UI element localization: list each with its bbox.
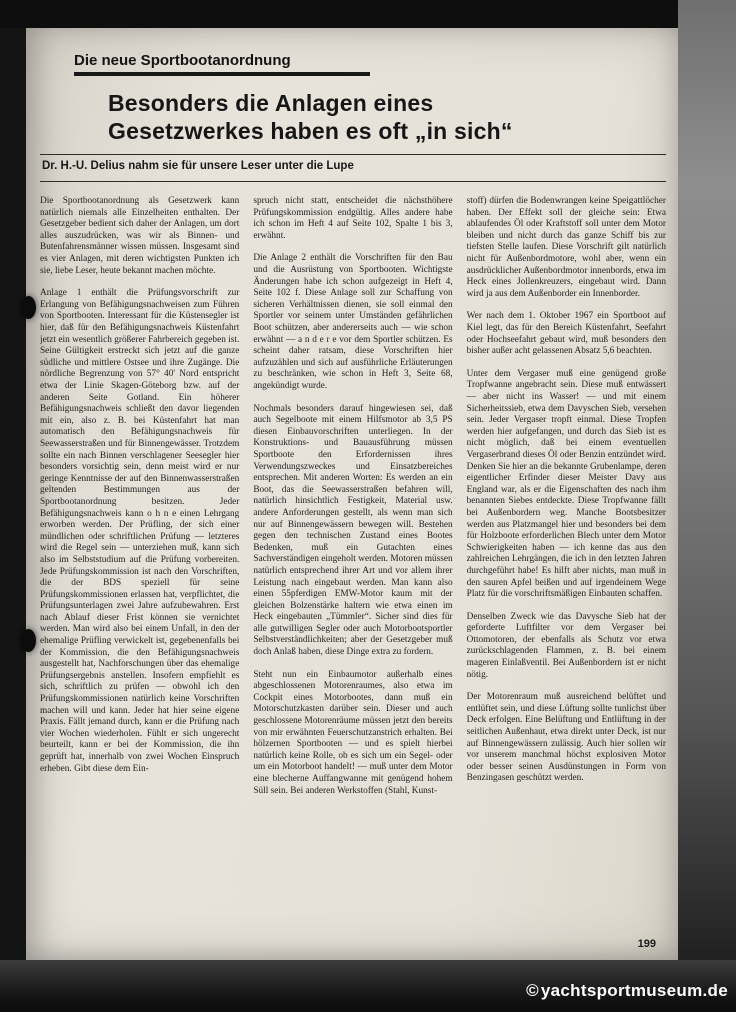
- binding-hole-bottom: [21, 629, 36, 652]
- watermark-text: yachtsportmuseum.de: [540, 981, 728, 1000]
- paragraph: Unter dem Vergaser muß eine genügend große Tropfwanne angebracht sein. Diese muß entwässert — aber nicht ins Wasser! — und mit einem Sicherheitssieb, etwa dem Davyschen Sieb, versehen sein. Jeder Vergaser tropft einmal. Diese Tropfen werden hier aufgefangen, und durch das Sieb ist es nicht möglich, daß bei einem eventuellen Vergaserbrand dieses Öl oder Benzin entzündet wird. Denken Sie hier an die bekannte Grubenlampe, deren eigentlicher Erfinder dieser Meister Davy aus England war, als er die Eigenschaften des nach ihm benannten Siebes entdeckte. Diese Tropfwanne fällt bei Außenbordern weg. Manche Bootsbesitzer werden aus Platzmangel hier und besonders bei dem für Holzboote erforderlichen Blech unter dem Motor Schwierigkeiten haben — ich kenne das aus den zahlreichen Lehrgängen, die ich in den letzten Jahren durchgeführt habe! Es hilft aber nichts, man muß in den sauren Apfel beißen und auf irgendeinem Wege Platz für die vorschriftsmäßigen Einbauten schaffen.: [466, 368, 666, 600]
- rule-above-byline: [40, 154, 666, 155]
- column-3: [467, 196, 666, 922]
- column-2: [253, 196, 452, 922]
- paragraph: stoff) dürfen die Bodenwrangen keine Speigattlöcher haben. Der Effekt soll der gleiche sein: Etwa ablaufendes Öl oder Kraftstoff soll unter dem Motor bleiben und nicht durch das ganze Schiff bis zur tiefsten Stelle laufen. Diese Vorschrift gilt natürlich nicht für Außenbordmotore, wohl aber, wenn ein ausdrücklicher Außenbordmotor innenbords, etwa im Heck eines Jollenkreuzers, eingebaut wird. Dann wird ja aus dem Außenborder ein Innenborder.: [466, 196, 666, 299]
- kicker-underline-bar: [74, 72, 370, 76]
- binding-hole-top: [21, 296, 36, 319]
- paragraph: Nochmals besonders darauf hingewiesen sei, daß auch Segelboote mit einem Hilfsmotor ab 3,5 PS diesen Einbauvorschriften unterliegen. In der Konstruktions- und Bauausführung müssen Sportboote den Erfordernissen ihres Verwendungszweckes und Einsatzbereiches entsprechen. Mit anderen Worten: Es werden an ein Boot, das die Seewasserstraßen befahren will, natürlich hinsichtlich Festigkeit, Material usw. andere Anforderungen gestellt, als wenn man sich nur auf Binnengewässern bewegen will. Bestehen gegen den technischen Zustand eines Bootes Bedenken, muß ein Gutachten eines Sachverständigen eingeholt werden. Motoren müssen natürlich entsprechend ihrer Art und vor allem ihrer Leistung nach eingebaut werden. Man kann also einen 55pferdigen EMW-Motor kaum mit der gleichen Bolzenstärke haltern wie etwa einen im Heck eingebauten „Tümmler“. Sicher sind dies für alle gutwilligen Segler oder auch Motorbootsportler Selbstverständlichkeiten; aber der Gesetzgeber muß doch Anlaß haben, diese Dinge extra zu fordern.: [253, 403, 453, 658]
- paragraph: Denselben Zweck wie das Davysche Sieb hat der geforderte Luftfilter vor dem Vergaser bei Ottomotoren, der ebenfalls als Schutz vor etwa zurückschlagenden Flammen, z. B. bei einem mageren Einlaßventil. Bei Außenbordern ist er nicht nötig.: [466, 611, 666, 680]
- headline-line1: Besonders die Anlagen eines: [108, 90, 434, 116]
- paragraph: spruch nicht statt, entscheidet die nächsthöhere Prüfungskommission endgültig. Alles andere habe ich schon im Heft 4 auf Seite 102, Spalte 1 bis 3, erwähnt.: [253, 196, 453, 241]
- paragraph: Die Sportbootanordnung als Gesetzwerk kann natürlich niemals alle Einzelheiten enthalten. Der Gesetzgeber bedient sich daher der Anlagen, um dort alles auszudrücken, was wir als Binnen- und Butenfahrensmänner wissen müssen. Insgesamt sind es vier Anlagen, mit deren wichtigsten Punkten ich sie, liebe Leser, heute bekannt machen möchte.: [40, 196, 240, 276]
- paragraph: Wer nach dem 1. Oktober 1967 ein Sportboot auf Kiel legt, das für den Bereich Küstenfahrt, Seefahrt oder Hochseefahrt gebaut wird, muß besonders den bisher außer acht gelassenen Absatz 5,6 beachten.: [466, 311, 666, 357]
- rule-below-byline: [40, 181, 666, 182]
- copyright-icon: ©: [526, 981, 539, 1000]
- paragraph: Der Motorenraum muß ausreichend belüftet und entlüftet sein, und diese Lüftung sollte tunlichst über Deck erfolgen. Eine Belüftung und Entlüftung in der seitlichen Außenhaut, etwa direkt unter Deck, ist nur auf Binnengewässern zulässig. Auch hier sollen wir vor unserem manchmal höchst explosiven Motor oder besser seinen Ausdünstungen in Form von Benzingasen geschützt werden.: [466, 692, 666, 784]
- paragraph: Anlage 1 enthält die Prüfungsvorschrift zur Erlangung von Befähigungsnachweisen zum Führen von Sportbooten. Interessant für die Küstensegler ist hier, daß für den Befähigungsnachweis Küstenfahrt jetzt ein wesentlich größerer Fahrbereich gegeben ist. Seine Gültigkeit erstreckt sich jetzt auf die ganze südliche und mittlere Ostsee und ihre Zugänge. Die nördliche Begrenzung von 57° 40' Nord entspricht etwa der Linie Skagen-Göteborg bzw. auf der anderen Seite Gotland. Ein höherer Befähigungsnachweis schließt den davor liegenden mit ein, also z. B. bei Küstenfahrt hat man automatisch den Befähigungsnachweis für Seewasserstraßen und für Binnengewässer. Trotzdem sollte ein nach Binnen verschlagener Seesegler hier besonders vorsichtig sein, denn meist wird er nur geringe Kenntnisse der auf den Binnenwasserstraßen geltenden Bestimmungen aus der Sportbootanordnung besitzen. Jeder Befähigungsnachweis kann o h n e einen Lehrgang erworben werden. Der Prüfling, der sich einer mündlichen oder schriftlichen Prüfung — letzteres wird die Regel sein — unterziehen muß, kann sich also im Selbststudium auf die Prüfung vorbereiten. Jede Prüfungskommission ist nach den Vorschriften, die der BDS speziell für seine Prüfungskommissionen erlassen hat, verpflichtet, die Prüfungsunterlagen zwei Jahre aufzubewahren. Erst nach Ablauf dieser Frist können sie vernichtet werden. Man wird also bei einem Unfall, in den der ehemalige Prüfling verwickelt ist, gegebenenfalls bei der Kommission, die den Befähigungsnachweis ausgestellt hat, Nachforschungen über das ehemalige Prüfungsergebnis anstellen. Insofern empfiehlt es sich, schriftlich zu prüfen — obwohl ich den Prüfungskommissionen natürlich keine Vorschriften machen will und kann. Jeder hat hier seine eigene Praxis. Fällt jemand durch, kann er die Prüfung nach vier Wochen wiederholen. Fühlt er sich ungerecht beurteilt, kann er bei der Kommission, die ihn geprüft hat, innerhalb von zwei Wochen Einspruch erheben. Gibt diese dem Ein-: [40, 288, 240, 774]
- article-body: [40, 196, 666, 922]
- article-headline: [108, 89, 666, 145]
- watermark: [526, 981, 728, 1001]
- article-kicker: Die neue Sportbootanordnung: [74, 52, 291, 69]
- book-page-edge: [678, 0, 736, 1012]
- headline-line2: Gesetzwerkes haben es oft „in sich“: [108, 118, 513, 145]
- column-1: [40, 196, 239, 922]
- article-byline: Dr. H.-U. Delius nahm sie für unsere Leser unter die Lupe: [42, 160, 354, 173]
- paragraph: Die Anlage 2 enthält die Vorschriften für den Bau und die Ausrüstung von Sportbooten. Wichtigste Änderungen habe ich schon aufgezeigt in Heft 4, Seite 102 f. Diese Anlage soll zur Schaffung von sicheren Verhältnissen dienen, sie soll einmal den Sportler vor seinem unter Umständen gefährlichen Boot schützen, aber andererseits auch — wie schon erwähnt — a n d e r e vor dem Sportler schützen. Es scheint daher ratsam, diese Vorschriften hier aufzuzählen und sich auf ausführliche Erläuterungen zu beschränken, wie schon in Heft 3, Seite 68, angekündigt wurde.: [253, 253, 453, 391]
- page-number: 199: [637, 938, 656, 950]
- scanner-background-top: [0, 0, 736, 28]
- paragraph: Steht nun ein Einbaumotor außerhalb eines abgeschlossenen Motorenraumes, also etwa im Cockpit eines Motorbootes, dann muß ein Motorschutzkasten darüber sein. Dieser und auch geschlossene Motorenräume müssen jetzt den bereits von mir erwähnten Feuerschutzanstrich erhalten. Bei hölzernen Sportbooten — und es spielt hierbei natürlich keine Rolle, ob es sich um ein Segel- oder um ein Motorboot handelt! — muß unter dem Motor eine blecherne Auffangwanne mit genügend hohem Süll sein. Bei anderen Werkstoffen (Stahl, Kunst-: [253, 669, 453, 796]
- magazine-page: [26, 28, 678, 960]
